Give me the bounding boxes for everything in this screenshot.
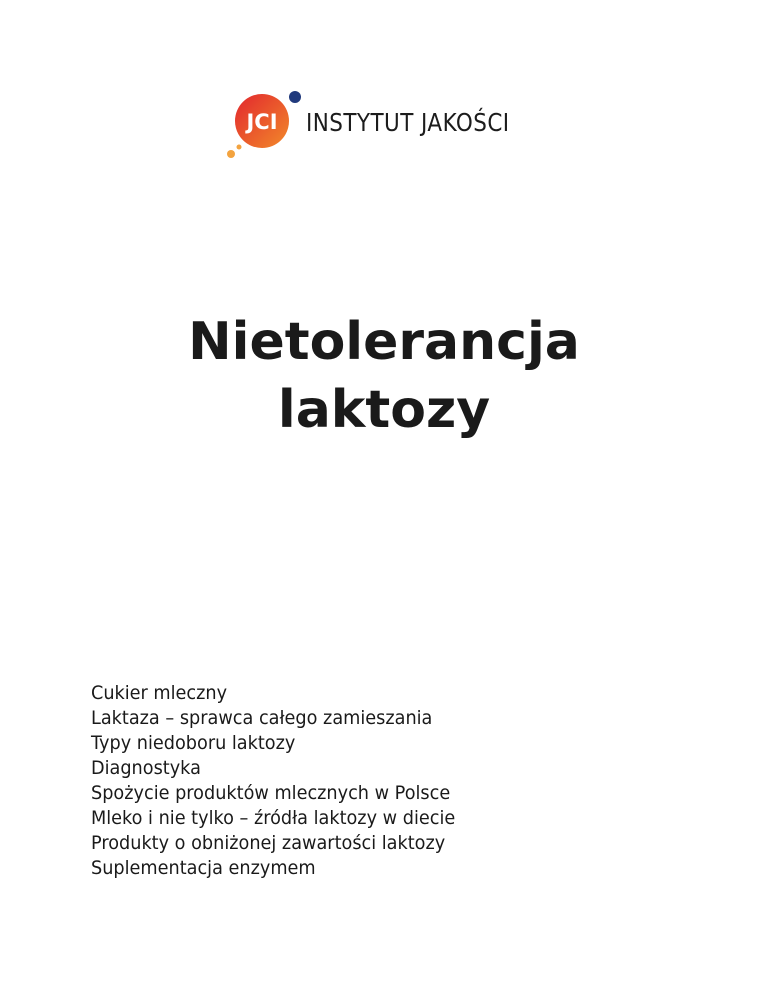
logo-name: INSTYTUT JAKOŚCI	[306, 108, 510, 137]
toc-item: Typy niedoboru laktozy	[91, 732, 296, 754]
title-line-2: laktozy	[277, 380, 491, 440]
toc-item: Suplementacja enzymem	[91, 857, 316, 879]
toc-item: Laktaza – sprawca całego zamieszania	[91, 707, 433, 729]
logo-mark-text: JCI	[246, 110, 278, 134]
jci-logo-mark	[224, 88, 304, 160]
title-line-1: Nietolerancja	[188, 312, 580, 372]
jci-logo	[224, 88, 524, 160]
document-title	[0, 308, 768, 444]
toc-item: Mleko i nie tylko – źródła laktozy w diecie	[91, 807, 456, 829]
small-orange-dot	[237, 145, 242, 150]
orange-dot	[227, 150, 235, 158]
toc-item: Produkty o obniżonej zawartości laktozy	[91, 832, 446, 854]
toc-item: Diagnostyka	[91, 757, 201, 779]
toc-item: Cukier mleczny	[91, 682, 228, 704]
table-of-contents	[91, 681, 483, 881]
toc-item: Spożycie produktów mlecznych w Polsce	[91, 782, 451, 804]
navy-dot	[289, 91, 301, 103]
